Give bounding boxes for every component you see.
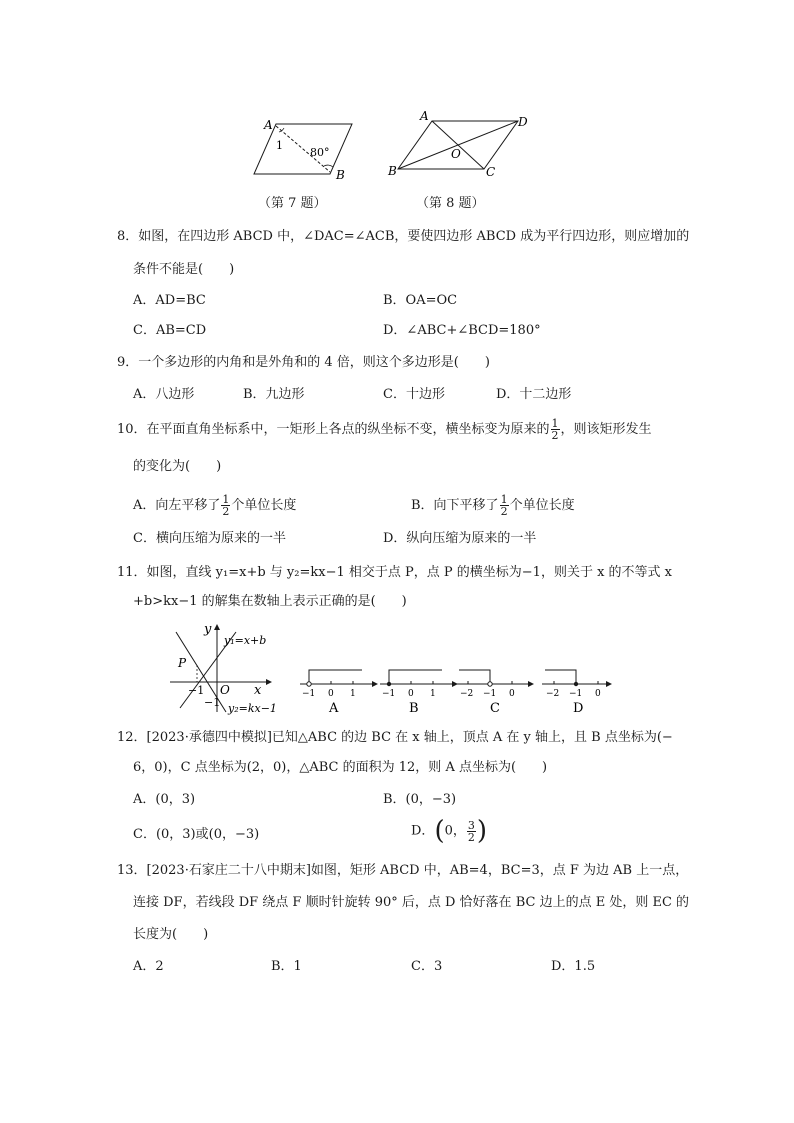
nl-d-label-2: 0 xyxy=(595,689,601,699)
fig11-label-x: x xyxy=(254,683,262,698)
nl-b-solution xyxy=(389,670,442,682)
fig8-diagonal-bd xyxy=(398,121,518,169)
number-line-d xyxy=(542,670,612,716)
q12-opt-d-left-paren: ( xyxy=(434,816,445,846)
fig8-label-c: C xyxy=(486,165,496,179)
fig11-x-arrow xyxy=(266,679,272,685)
q8-option-a[interactable]: A．AD=BC xyxy=(133,293,206,308)
q10-line1 xyxy=(117,418,697,441)
nl-a-solution xyxy=(309,670,362,682)
q10-opt-b-num: 1 xyxy=(500,493,508,506)
q12-opt-d-right-paren: ) xyxy=(476,816,488,846)
number-line-b xyxy=(380,670,458,716)
figure-11-graph xyxy=(166,620,286,716)
q8-option-c[interactable]: C．AB=CD xyxy=(133,323,207,338)
q10-line1-text-a: 10．在平面直角坐标系中，一矩形上各点的纵坐标不变，横坐标变为原来的 xyxy=(117,422,550,437)
nl-d-arrow xyxy=(606,681,612,687)
nl-a-label-0: −1 xyxy=(302,689,316,699)
fig11-label-p: P xyxy=(178,656,187,670)
nl-a-arrow xyxy=(372,681,378,687)
q10-opt-a-fraction xyxy=(221,494,230,517)
q10-opt-a-text-a: A．向左平移了 xyxy=(133,498,221,513)
q10-opt-b-fraction xyxy=(500,494,509,517)
nl-b-label-1: 0 xyxy=(408,689,414,699)
q10-option-d[interactable]: D．纵向压缩为原来的一半 xyxy=(383,531,537,546)
q9-option-b[interactable]: B．九边形 xyxy=(243,387,305,402)
figure-7 xyxy=(246,112,366,182)
q9-option-c[interactable]: C．十边形 xyxy=(383,387,445,402)
q12-option-c[interactable]: C．(0，3)或(0，−3) xyxy=(133,827,260,842)
number-line-a xyxy=(300,670,378,716)
q13-option-b[interactable]: B．1 xyxy=(271,959,302,974)
q12-opt-d-den: 2 xyxy=(467,830,475,844)
q12-line2: 6，0)，C 点坐标为(2，0)，△ABC 的面积为 12，则 A 点坐标为( ) xyxy=(133,760,548,775)
fig8-label-d: D xyxy=(518,115,528,129)
nl-c-label-1: −1 xyxy=(483,689,497,699)
q13-option-a[interactable]: A．2 xyxy=(133,959,164,974)
fig7-label-a: A xyxy=(264,118,273,132)
fig8-label-b: B xyxy=(388,164,397,178)
q8-line1: 8．如图，在四边形 ABCD 中，∠DAC=∠ACB，要使四边形 ABCD 成为平行四边形，则应增加的 xyxy=(117,229,690,244)
fig7-label-b: B xyxy=(336,168,345,182)
fig7-angle-arc-80 xyxy=(324,165,333,167)
q10-opt-a-text-b: 个单位长度 xyxy=(231,498,297,513)
q12-line1: 12．[2023·承德四中模拟]已知△ABC 的边 BC 在 x 轴上，顶点 A 在 y 轴上，且 B 点坐标为(− xyxy=(117,730,673,745)
fig7-label-1: 1 xyxy=(276,139,283,152)
q10-opt-b-text-b: 个单位长度 xyxy=(509,498,575,513)
q12-opt-d-num: 3 xyxy=(467,818,475,832)
q12-option-a[interactable]: A．(0，3) xyxy=(133,792,196,807)
fig11-label-line1: y₁=x+b xyxy=(224,634,267,647)
fig8-caption: （第 8 题） xyxy=(416,196,485,211)
figure-11-number-lines xyxy=(292,662,618,718)
nl-b-label-0: −1 xyxy=(382,689,396,699)
nl-d-label-1: −1 xyxy=(569,689,583,699)
q12-option-d[interactable] xyxy=(411,818,487,844)
fig8-label-a: A xyxy=(420,109,429,123)
fig7-angle-arc-1 xyxy=(279,128,284,132)
q13-option-d[interactable]: D．1.5 xyxy=(551,959,596,974)
fig11-label-neg1-y: −1 xyxy=(204,696,221,709)
q10-option-a[interactable] xyxy=(133,494,296,517)
q10-option-b[interactable] xyxy=(411,494,575,517)
q10-option-c[interactable]: C．横向压缩为原来的一半 xyxy=(133,531,286,546)
nl-a-point xyxy=(307,682,311,686)
q13-line2: 连接 DF，若线段 DF 绕点 F 顺时针旋转 90° 后，点 D 恰好落在 BC 边上的点 E 处，则 EC 的 xyxy=(133,895,690,910)
fig11-label-o: O xyxy=(220,683,230,697)
q10-frac-num: 1 xyxy=(551,417,559,430)
nl-c-label-0: −2 xyxy=(460,689,474,699)
fig8-label-o: O xyxy=(451,147,461,161)
q12-opt-d-prefix: D． xyxy=(411,823,435,839)
q10-line2: 的变化为( ) xyxy=(133,459,222,474)
q11-line2: +b>kx−1 的解集在数轴上表示正确的是( ) xyxy=(133,594,407,609)
q12-option-b[interactable]: B．(0，−3) xyxy=(383,792,457,807)
q9-line1: 9．一个多边形的内角和是外角和的 4 倍，则这个多边形是( ) xyxy=(117,355,490,370)
number-line-c xyxy=(456,670,534,716)
q12-opt-d-fraction xyxy=(467,820,476,843)
q8-option-b[interactable]: B．OA=OC xyxy=(383,293,458,308)
nl-a-label-2: 1 xyxy=(350,689,356,699)
nl-b-label-2: 1 xyxy=(430,689,436,699)
fig11-label-neg1-x: −1 xyxy=(188,684,205,697)
nl-d-label-0: −2 xyxy=(546,689,560,699)
nl-c-arrow xyxy=(528,681,534,687)
nl-a-label-1: 0 xyxy=(328,689,334,699)
q10-opt-a-num: 1 xyxy=(222,493,230,506)
q13-option-c[interactable]: C．3 xyxy=(411,959,443,974)
nl-d-solution xyxy=(545,670,576,682)
fig7-caption: （第 7 题） xyxy=(258,196,327,211)
q10-line1-text-b: ，则该矩形发生 xyxy=(560,422,652,437)
nl-a-letter: A xyxy=(329,701,339,716)
nl-d-letter: D xyxy=(573,701,584,716)
q10-opt-b-text-a: B．向下平移了 xyxy=(411,498,499,513)
nl-b-letter: B xyxy=(409,701,419,716)
nl-d-point xyxy=(574,682,578,686)
q13-line3: 长度为( ) xyxy=(133,927,209,942)
nl-b-point xyxy=(387,682,391,686)
q12-opt-d-text: 0， xyxy=(444,823,466,839)
q13-line1: 13．[2023·石家庄二十八中期末]如图，矩形 ABCD 中，AB=4，BC=3，点 F 为边 AB 上一点， xyxy=(117,863,689,878)
q10-opt-a-den: 2 xyxy=(222,505,230,518)
q10-opt-b-den: 2 xyxy=(500,505,508,518)
q8-option-d[interactable]: D．∠ABC+∠BCD=180° xyxy=(383,323,541,338)
q10-fraction xyxy=(551,418,560,441)
nl-c-point xyxy=(488,682,492,686)
fig7-label-80: 80° xyxy=(310,146,330,159)
fig11-label-line2: y₂=kx−1 xyxy=(228,702,277,715)
q11-line1: 11．如图，直线 y₁=x+b 与 y₂=kx−1 相交于点 P，点 P 的横坐标为−1，则关于 x 的不等式 x xyxy=(117,565,673,580)
fig11-y-arrow xyxy=(214,624,220,630)
q9-option-d[interactable]: D．十二边形 xyxy=(496,387,572,402)
q10-frac-den: 2 xyxy=(551,429,559,442)
nl-c-solution xyxy=(459,670,490,682)
q9-option-a[interactable]: A．八边形 xyxy=(133,387,195,402)
nl-c-label-2: 0 xyxy=(509,689,515,699)
q8-line2: 条件不能是( ) xyxy=(133,262,235,277)
nl-c-letter: C xyxy=(490,701,500,716)
fig11-label-y: y xyxy=(204,622,212,637)
figure-8 xyxy=(386,107,532,183)
